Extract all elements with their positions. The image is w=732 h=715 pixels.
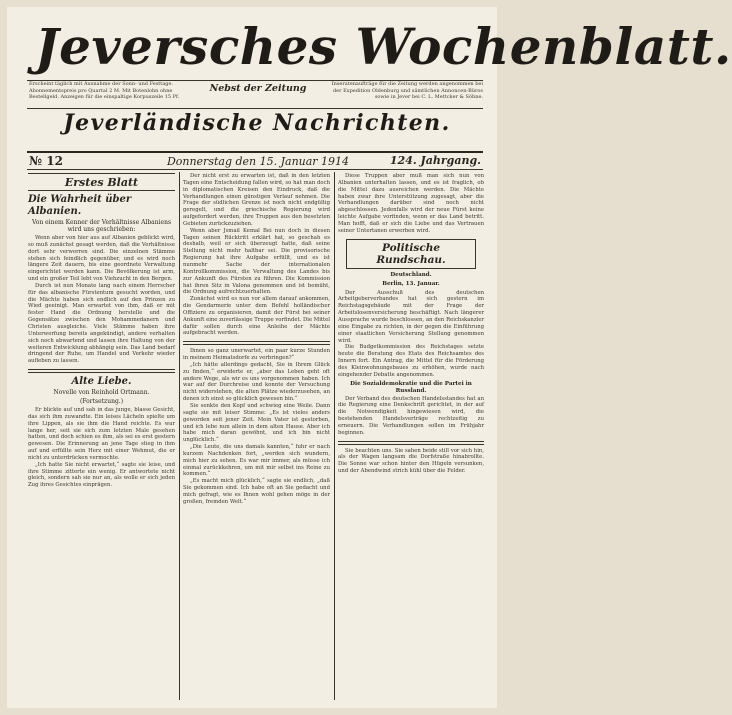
news-paragraph: Der Ausschuß des deutschen Arbeitgeberverbandes hat sich gestern im Reichstagsgebäude mit der Frage der Arbeitslosenversicherung beschäftigt. Nach längerer Aussprache wurde beschlossen, an den Reichskanzler eine Eingabe zu richten, in der gegen die Einführung einer staatlichen Versicherung Stellung genommen wird. xyxy=(338,289,484,344)
section-heading-political-review: Politische Rundschau. xyxy=(346,239,476,269)
subtitle-rule-top xyxy=(27,108,483,109)
story-paragraph: Sie senkte den Kopf und schwieg eine Weile. Dann sagte sie mit leiser Stimme: „Es ist vieles anders geworden seit jener Zeit. Mein Vater ist gestorben, und ich lebe nun allein in dem alten Hause. Aber ich habe mich daran gewöhnt, und ich bin nicht unglücklich.“ xyxy=(183,403,330,444)
article-paragraph: Zunächst wird es nun vor allem darauf ankommen, die Gendarmerie unter dem Befehl holländischer Offiziere zu organisieren, damit der Fürst bei seiner Ankunft eine zuverlässige Truppe vorfindet. Die Mittel dafür sollen durch eine Anleihe der Mächte aufgebracht werden. xyxy=(183,296,330,337)
story-paragraph: „Die Leute, die uns damals kannten,“ fuhr er nach kurzem Nachdenken fort, „werden sich wundern, mich hier zu sehen. Es war mir immer, als müsse ich einmal zurückkehren, um mit mir selbst ins Reine zu kommen.“ xyxy=(183,444,330,478)
news-paragraph: Der Verband des deutschen Handelsstandes hat an die Regierung eine Denkschrift gerichtet, in der auf die Notwendigkeit hingewiesen wird, die bestehenden Handelsverträge rechtzeitig zu erneuern. Die Verhandlungen sollen im Frühjahr beginnen. xyxy=(338,395,484,436)
volume-label: 124. Jahrgang. xyxy=(389,154,481,167)
masthead-subtitle: Jeverländische Nachrichten. xyxy=(63,110,451,136)
column-2 xyxy=(183,173,330,699)
byline-albania: Von einem Kenner der Verhältnisse Albaniens wird uns geschrieben: xyxy=(31,219,172,233)
news-subheadline: Die Sozialdemokratie und die Partei in Russland. xyxy=(350,380,472,394)
article-paragraph: Durch ist nun Monate lang nach einem Herrscher für das albanische Fürstentum gesucht worden, und die Mächte haben sich endlich auf den Prinzen zu Wied geeinigt. Man erwartet von ihm, daß er mit fester Hand die Ordnung herstelle und die Gegensätze zwischen den Mohammedanern und Christen ausgleiche. Viele Stämme haben ihre Unterwerfung bereits angekündigt, andere verhalten sich noch abwartend und lassen ihre Haltung von der weiteren Entwicklung abhängig sein. Das Land bedarf dringend der Ruhe, um Handel und Verkehr wieder aufleben zu lassen. xyxy=(28,282,175,365)
masthead-title: Jeversches Wochenblatt. xyxy=(35,17,732,76)
article-paragraph: Diese Truppen aber muß man sich nun von Albanien unterhalten lassen, und es ist fraglich, ob die Mittel dazu ausreichen werden. Die Mächte haben zwar ihre Unterstützung zugesagt, aber die Verhandlungen darüber sind noch nicht abgeschlossen. Jedenfalls wird der neue Fürst keine leichte Aufgabe vorfinden, wenn er das Land betritt. Man hofft, daß er sich die Liebe und das Vertrauen seiner Untertanen erwerben wird. xyxy=(338,173,484,234)
story-paragraph: „Ich hatte Sie nicht erwartet,“ sagte sie leise, und ihre Stimme zitterte ein wenig. Er antwortete nicht gleich, sondern sah sie nur an, als wolle er sich jeden Zug ihres Gesichtes einprägen. xyxy=(28,461,175,489)
article-paragraph: Wenn aber Jsmail Kemal Bei nun doch in diesen Tagen seinen Rücktritt erklärt hat, so geschah es deshalb, weil er sich überzeugt hatte, daß seine Stellung nicht mehr haltbar sei. Die provisorische Regierung hat ihre Aufgabe erfüllt, und es ist nunmehr Sache der internationalen Kontrollkommission, die Verwaltung des Landes bis zur Ankunft des Fürsten zu führen. Die Kommission hat ihren Sitz in Valona genommen und ist bemüht, die Ordnung aufrechtzuerhalten. xyxy=(183,227,330,296)
story-paragraph: „Es macht mich glücklich,“ sagte sie endlich, „daß Sie gekommen sind. Ich habe oft an Sie gedacht und mich gefragt, wie es Ihnen wohl gehen möge in der großen, fremden Welt.“ xyxy=(183,478,330,505)
dateline: Berlin, 13. Januar. xyxy=(382,280,440,287)
issue-number: № 12 xyxy=(29,154,63,168)
column-divider-2 xyxy=(334,172,335,700)
news-paragraph: Die Budgetkommission des Reichstages setzte heute die Beratung des Etats des Reichsamtes des Innern fort. Ein Antrag, die Mittel für die Förderung des Kleinwohnungsbaues zu erhöhen, wurde nach eingehender Debatte angenommen. xyxy=(338,344,484,378)
advertising-info: Inseratenaufträge für die Zeitung werden angenommen bei der Expedition Oldenburg und sämtlichen Annoncen-Büros sowie in Jever bei C. L. Mettcker & Söhne. xyxy=(331,81,483,101)
story-paragraph: Er blickte auf und sah in das junge, blasse Gesicht, das sich ihm zuwandte. Ein leises Lächeln spielte um ihre Lippen, als sie ihm die Hand reichte. Es war lange her, seit sie sich zum letzten Male gesehen hatten, und doch schien es ihm, als sei es erst gestern gewesen. Die Erinnerung an jene Tage stieg in ihm auf und erfüllte sein Herz mit einer Wehmut, die er nicht zu unterdrücken vermochte. xyxy=(28,407,175,461)
issue-rule-top xyxy=(27,151,483,153)
feuilleton-rule xyxy=(183,341,330,345)
story-paragraph: „Ich hätte allerdings gedacht, Sie in Ihrem Glück zu finden,“ erwiderte er, „aber das Leben geht oft andere Wege, als wir es uns vorgenommen haben. Ich war auf der Durchreise und konnte der Versuchung nicht widerstehen, die alten Plätze wiederzusehen, an denen ich einst so glücklich gewesen bin.“ xyxy=(183,361,330,403)
story-byline: Novelle von Reinhold Ortmann. xyxy=(53,389,150,397)
feuilleton-rule xyxy=(28,369,175,373)
issue-rule-bottom xyxy=(27,169,483,170)
story-paragraph: Ihnen so ganz unerwartet, ein paar kurze Stunden in meinem Heimatsdorfe zu verbringen?“ xyxy=(183,348,330,362)
story-continuation-note: (Fortsetzung.) xyxy=(79,398,124,406)
issue-date: Donnerstag den 15. Januar 1914 xyxy=(166,155,350,168)
column-divider-1 xyxy=(179,172,180,700)
feuilleton-rule xyxy=(338,441,484,445)
story-title: Alte Liebe. xyxy=(71,376,132,388)
column-1 xyxy=(28,173,175,699)
subscription-info: Erscheint täglich mit Ausnahme der Sonn- und Festtage. Abonnementspreis pro Quartal 2 M. Mit Botenlohn ohne Bestellgeld. Anzeigen für die einspaltige Korpuszeile 15 Pf. xyxy=(29,81,180,101)
headline-albania: Die Wahrheit über Albanien. xyxy=(28,194,132,217)
article-paragraph: Wenn aber von hier aus auf Albanien geblickt wird, so muß zunächst gesagt werden, daß die Verhältnisse dort sehr verworren sind. Die einzelnen Stämme stehen sich feindlich gegenüber, und es wird noch längere Zeit dauern, bis eine geordnete Verwaltung eingerichtet werden kann. Die Bevölkerung ist arm, und ein großer Teil lebt von Viehzucht in den Bergen. xyxy=(28,235,175,283)
region-heading: Deutschland. xyxy=(390,271,432,278)
section-heading-first-sheet: Erstes Blatt xyxy=(28,173,175,191)
supplement-label: Nebst der Zeitung xyxy=(209,83,307,94)
column-3 xyxy=(338,173,484,699)
story-paragraph: Sie beachten uns. Sie sahen beide still vor sich hin, als der Wagen langsam die Dorfstraße hinabrollte. Die Sonne war schon hinter den Hügeln versunken, und der Abendwind strich kühl über die Felder. xyxy=(338,447,484,475)
newspaper-page xyxy=(7,7,732,708)
article-paragraph: Der nicht erst zu erwarten ist, daß in den letzten Tagen eine Entscheidung fallen wird, so hat man doch in diplomatischen Kreisen den Eindruck, daß die Verhandlungen einen günstigen Verlauf nehmen. Die Frage der südlichen Grenze ist noch nicht endgültig geregelt, und die griechische Regierung wird aufgefordert werden, ihre Truppen aus den besetzten Gebieten zurückzuziehen. xyxy=(183,173,330,227)
